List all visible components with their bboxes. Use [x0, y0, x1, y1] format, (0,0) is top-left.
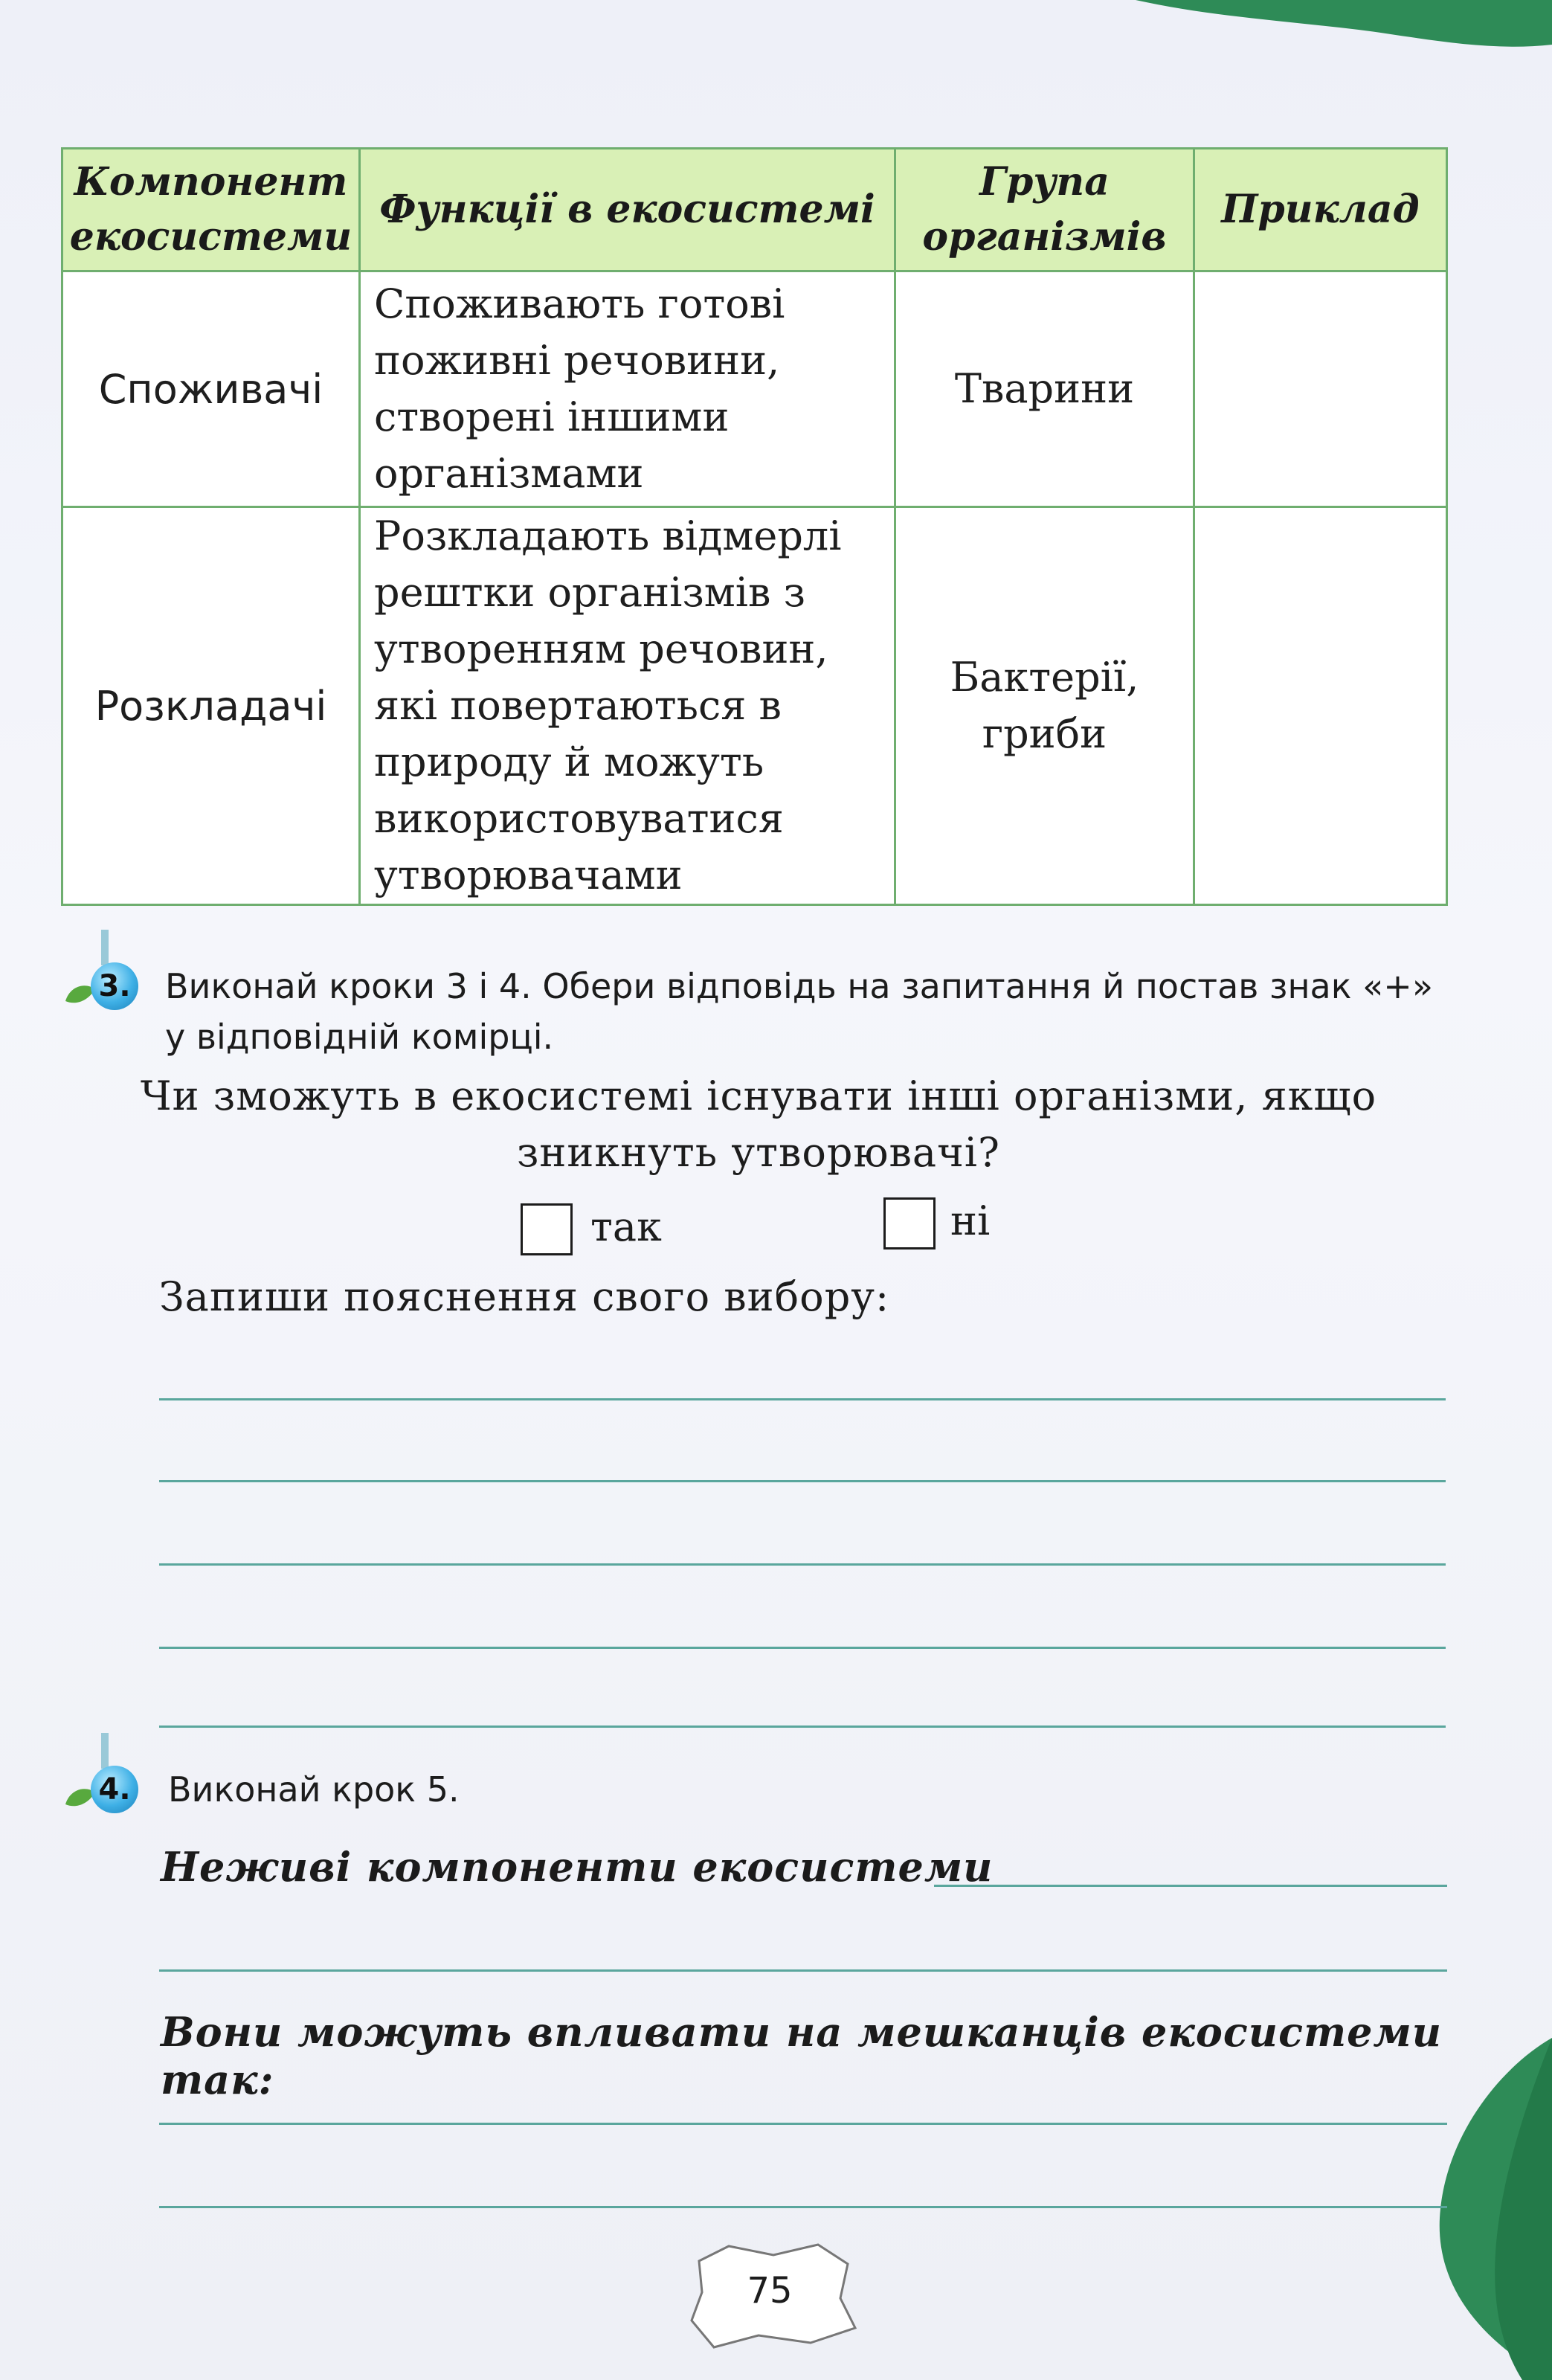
answer-line-1[interactable]	[159, 1398, 1446, 1400]
corner-leaf-top-icon	[1136, 0, 1552, 52]
ecosystem-table	[61, 147, 1448, 906]
header-group: Група організмів	[895, 149, 1194, 271]
table-header-row	[62, 149, 1447, 271]
task-3-instruction-line1: Виконай кроки 3 і 4. Обери відповідь на запитання й постав знак «+»	[165, 966, 1433, 1006]
cell-component: Розкладачі	[62, 507, 360, 905]
answer-line-4[interactable]	[159, 1647, 1446, 1649]
answer-line-nonliving[interactable]	[934, 1885, 1447, 1887]
option-yes-label: так	[590, 1203, 662, 1250]
cell-function: Споживають готові поживні речовини, створені іншими організмами	[360, 271, 895, 507]
header-example: Приклад	[1194, 149, 1447, 271]
table-row	[62, 507, 1447, 905]
header-function: Функції в екосистемі	[360, 149, 895, 271]
page-number: 75	[747, 2270, 793, 2312]
task-3-question-line1: Чи зможуть в екосистемі існувати інші організми, якщо	[140, 1072, 1377, 1119]
cell-example-blank[interactable]	[1194, 271, 1447, 507]
table-row	[62, 271, 1447, 507]
task-3-marker	[62, 930, 144, 1012]
task-3-instruction-line2: у відповідній комірці.	[165, 1017, 554, 1057]
task-3-question-line2: зникнуть утворювачі?	[516, 1129, 1001, 1176]
option-no-label: ні	[950, 1197, 991, 1244]
checkbox-no[interactable]	[883, 1197, 936, 1250]
answer-line-2[interactable]	[159, 1480, 1446, 1482]
answer-line-8[interactable]	[159, 2206, 1447, 2208]
cell-function: Розкладають відмерлі рештки організмів з утворенням речовин, які повертаються в природу й можуть використовуватися утворювачами	[360, 507, 895, 905]
task-4-prompt-influence: Вони можуть впливати на мешканців екосистеми так:	[161, 2008, 1443, 2103]
cell-component: Споживачі	[62, 271, 360, 507]
task-3-number: 3.	[91, 962, 138, 1010]
cell-group: Бактерії, гриби	[895, 507, 1194, 905]
header-component: Компонент екосистеми	[62, 149, 360, 271]
task-4-instruction: Виконай крок 5.	[168, 1769, 460, 1810]
cell-group: Тварини	[895, 271, 1194, 507]
answer-line-5[interactable]	[159, 1726, 1446, 1728]
checkbox-yes[interactable]	[521, 1203, 573, 1255]
answer-line-7[interactable]	[159, 2123, 1447, 2125]
task-4-number: 4.	[91, 1766, 138, 1813]
task-4-prompt-nonliving: Неживі компоненти екосистеми	[161, 1843, 994, 1891]
answer-line-3[interactable]	[159, 1563, 1446, 1566]
cell-example-blank[interactable]	[1194, 507, 1447, 905]
task-4-marker	[62, 1733, 144, 1815]
answer-line-6[interactable]	[159, 1969, 1447, 1972]
explain-prompt: Запиши пояснення свого вибору:	[159, 1273, 890, 1320]
